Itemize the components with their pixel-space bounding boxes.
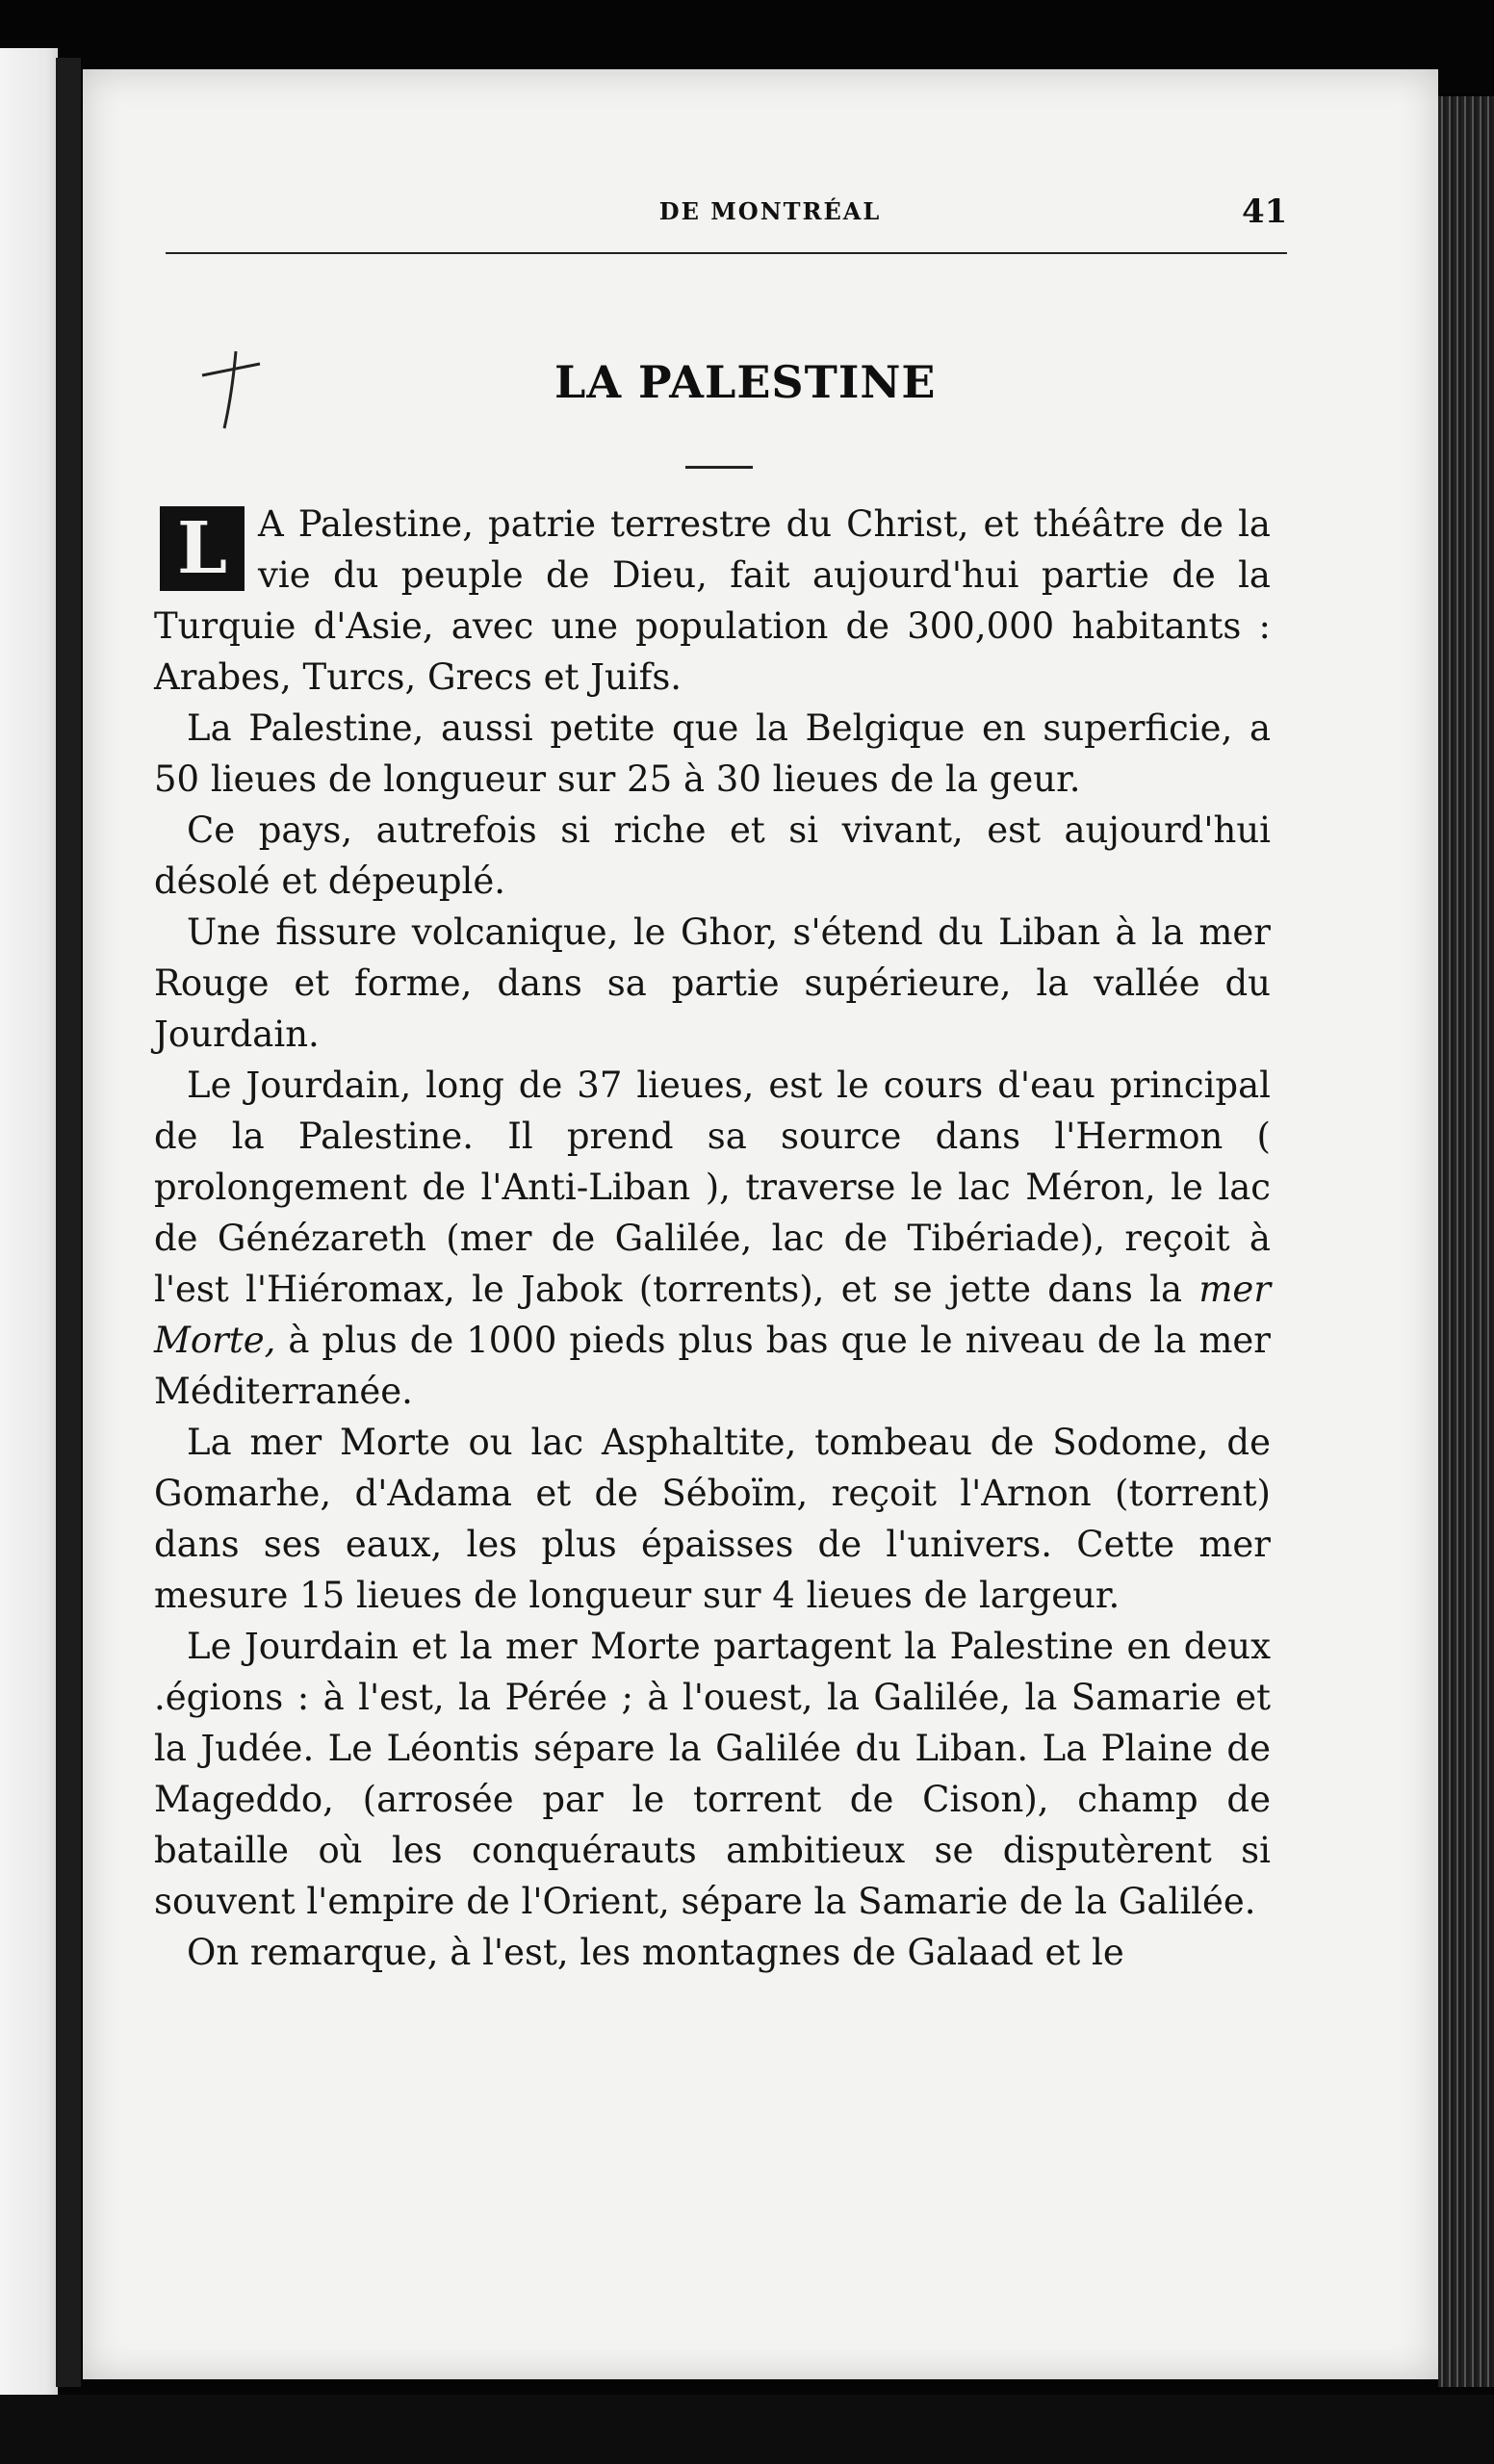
drop-cap: L: [160, 506, 245, 591]
paragraph-text: Le Jourdain, long de 37 lieues, est le cours d'eau principal de la Palestine. Il prend sa source dans l'Hermon ( prolongement de l'Anti-Liban ), traverse le lac Méron, le lac de Génézareth (mer de Galilée, lac de Tibériade), reçoit à l'est l'Hiéromax, le Jabok (torrents), et se jette dans la: [154, 1065, 1271, 1310]
paragraph: [154, 499, 1271, 703]
running-head: DE MONTRÉAL: [658, 197, 882, 225]
handwritten-mark-icon: [197, 346, 265, 433]
paragraph: [154, 1060, 1271, 1417]
header-rule: [166, 252, 1287, 254]
paragraph: La Palestine, aussi petite que la Belgique en superficie, a 50 lieues de longueur sur 25 à 30 lieues de la geur.: [154, 707, 1271, 800]
book-gutter: [56, 58, 81, 2387]
body-text: [154, 499, 1271, 1978]
paragraph-text: A Palestine, patrie terrestre du Christ, et théâtre de la vie du peuple de Dieu, fait aujourd'hui partie de la Turquie d'Asie, avec une population de 300,000 habitants : Arabes, Turcs, Grecs et Juifs.: [154, 503, 1271, 698]
paragraph-text: à plus de 1000 pieds plus bas que le niveau de la mer Méditerranée.: [154, 1320, 1271, 1412]
paragraph: On remarque, à l'est, les montagnes de Galaad et le: [187, 1932, 1124, 1973]
paragraph: Ce pays, autrefois si riche et si vivant, est aujourd'hui désolé et dépeuplé.: [154, 809, 1271, 902]
paragraph: Une fissure volcanique, le Ghor, s'étend du Liban à la mer Rouge et forme, dans sa partie supérieure, la vallée du Jourdain.: [154, 911, 1271, 1055]
facing-page-edge: [0, 48, 58, 2397]
paragraph: La mer Morte ou lac Asphaltite, tombeau de Sodome, de Gomarhe, d'Adama et de Séboïm, reçoit l'Arnon (torrent) dans ses eaux, les plus épaisses de l'univers. Cette mer mesure 15 lieues de longueur sur 4 lieues de largeur.: [154, 1422, 1271, 1616]
scan-background: [0, 2395, 1494, 2464]
page-title: LA PALESTINE: [554, 356, 937, 408]
title-rule: [685, 466, 753, 469]
italic-term: mer Morte,: [154, 1269, 1272, 1361]
page-number: 41: [1242, 192, 1288, 231]
paragraph: Le Jourdain et la mer Morte partagent la Palestine en deux .égions : à l'est, la Pérée ; à l'ouest, la Galilée, la Samarie et la Judée. Le Léontis sépare la Galilée du Liban. La Plaine de Mageddo, (arrosée par le torrent de Cison), champ de bataille où les conquérauts ambitieux se disputèrent si souvent l'empire de l'Orient, sépare la Samarie de la Galilée.: [154, 1626, 1271, 1922]
page-stack-edge: [1438, 96, 1494, 2387]
